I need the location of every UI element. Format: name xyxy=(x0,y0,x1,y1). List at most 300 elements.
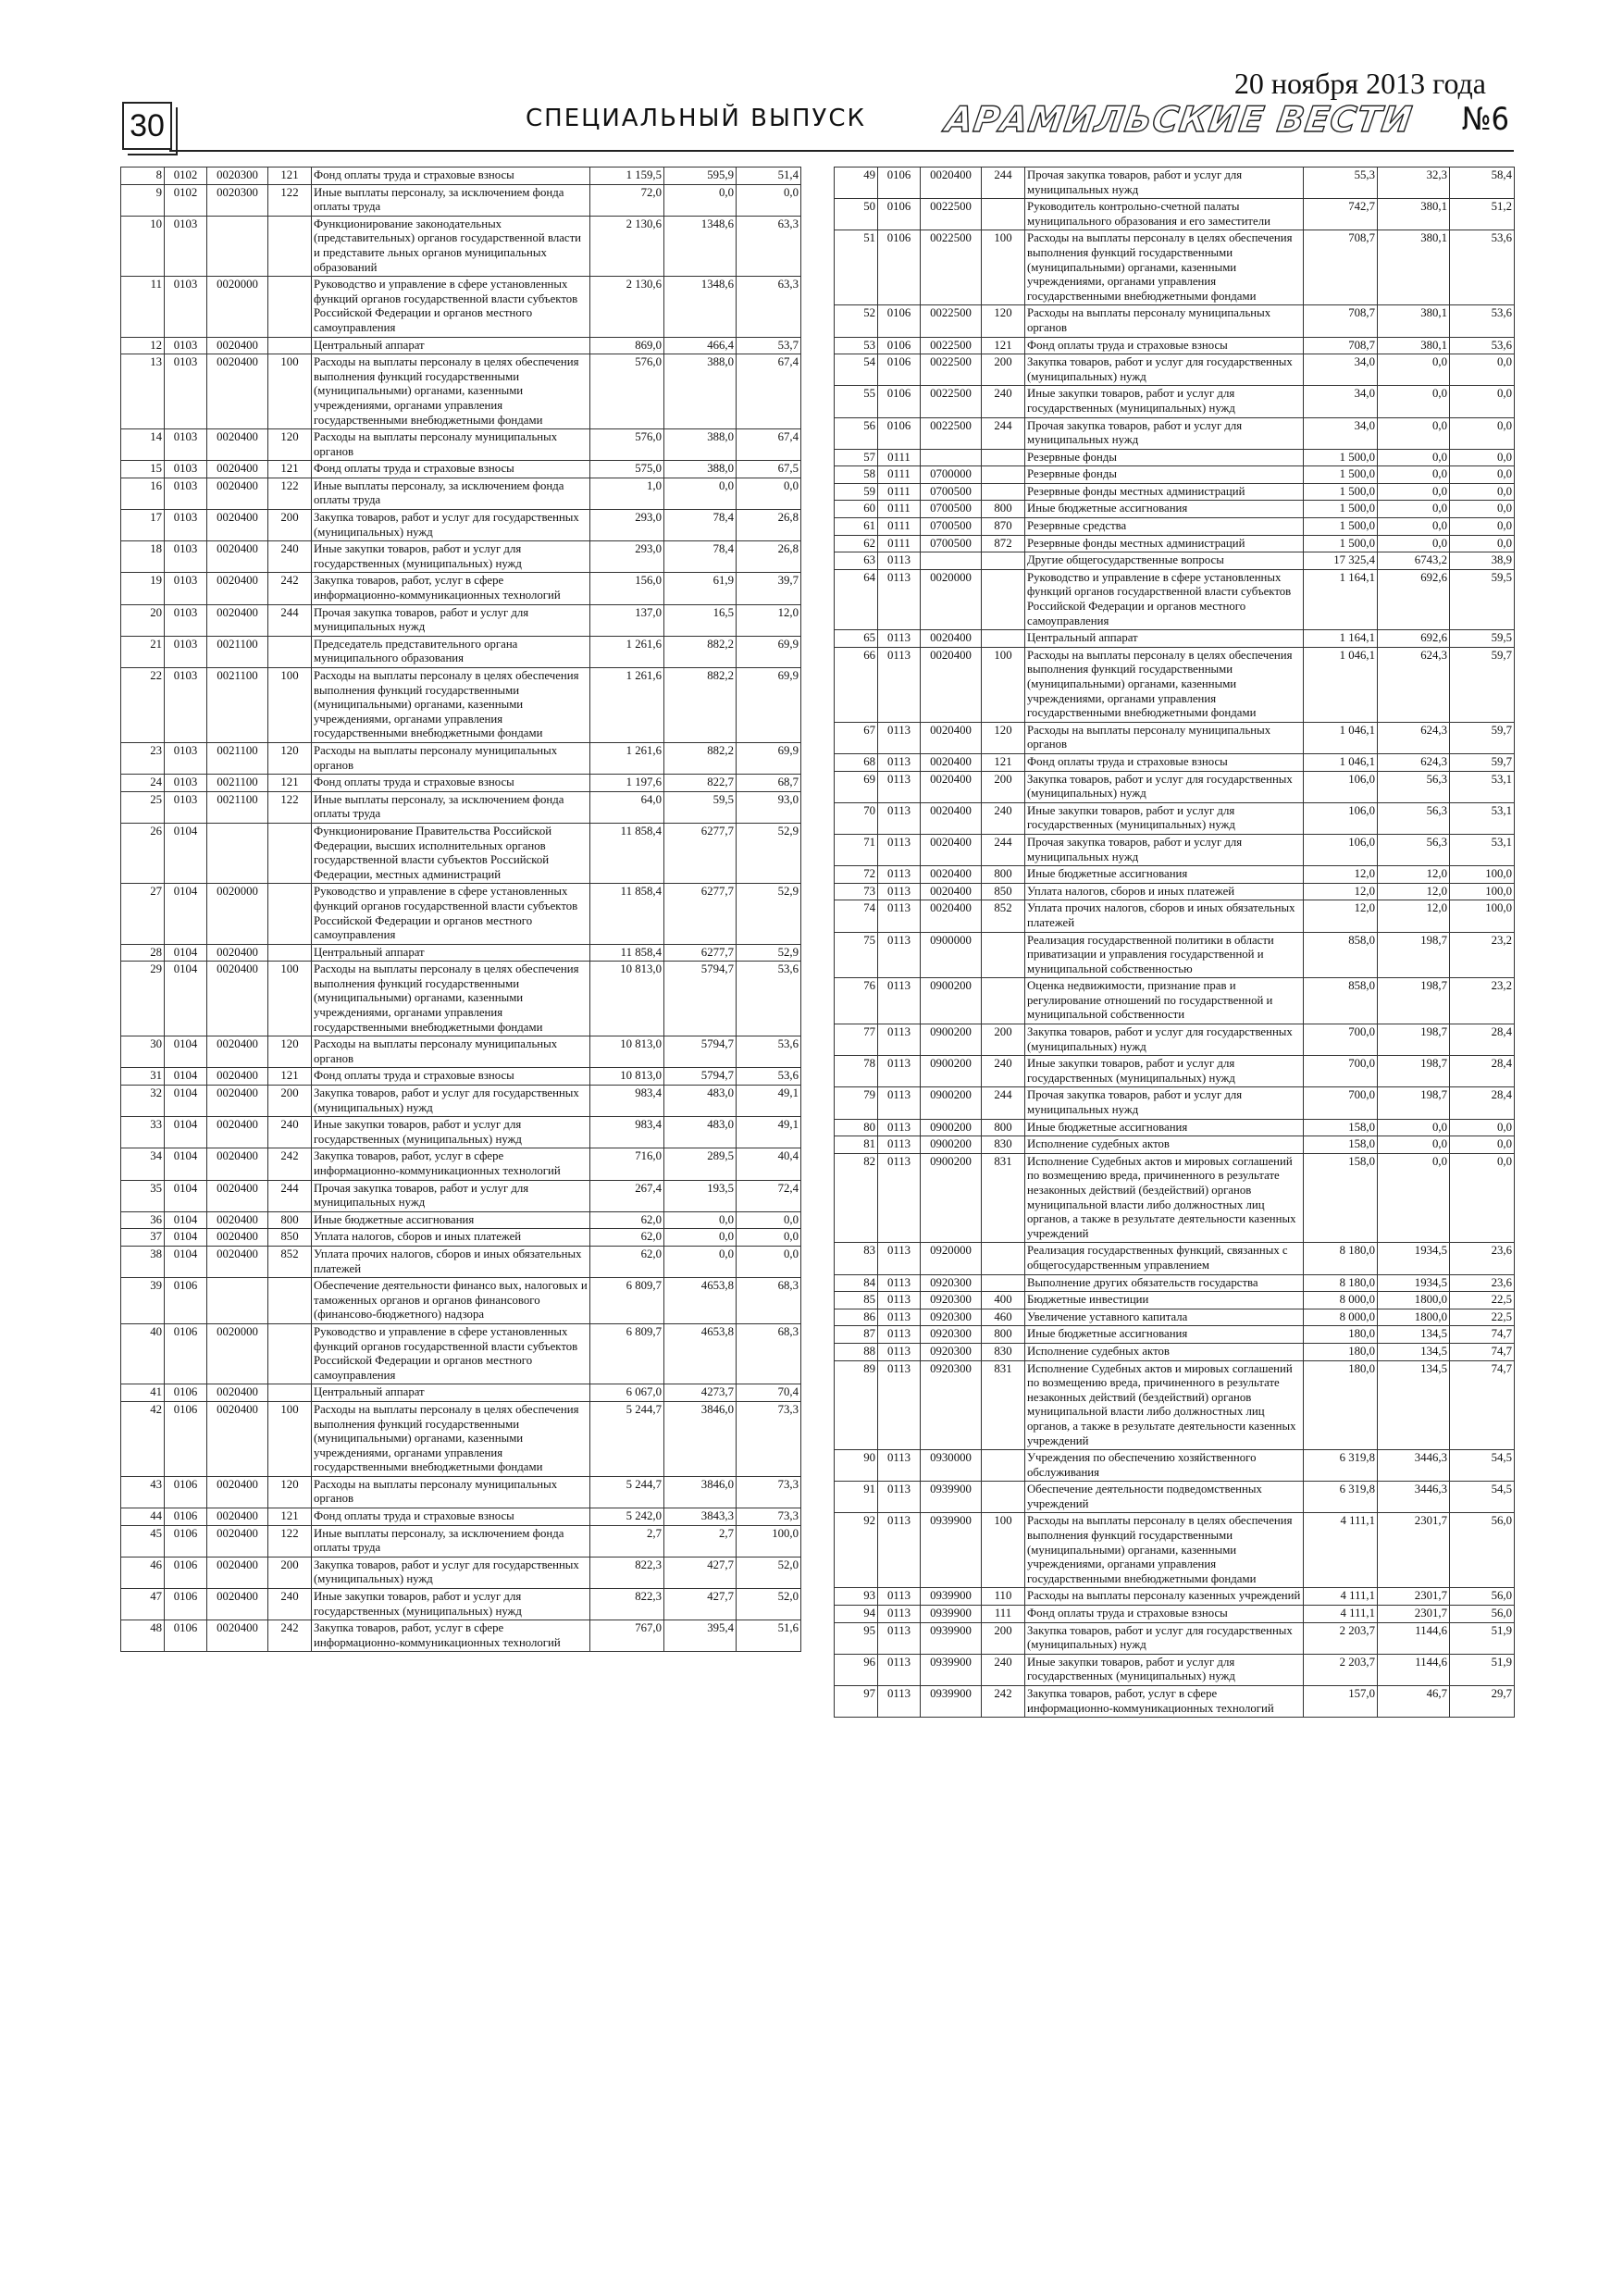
item-name: Функционирование Правительства Российской Федерации, высших исполнительных органов государственной власти субъектов Российской Федерации, местных администраций xyxy=(312,823,590,883)
section-code: 0103 xyxy=(165,461,207,478)
row-number: 80 xyxy=(835,1119,878,1136)
row-number: 38 xyxy=(121,1246,165,1277)
table-row xyxy=(121,1401,801,1476)
percent-value: 52,9 xyxy=(737,884,801,944)
plan-value: 72,0 xyxy=(590,184,664,216)
actual-value: 0,0 xyxy=(1378,386,1450,417)
percent-value: 0,0 xyxy=(737,478,801,509)
actual-value: 483,0 xyxy=(664,1117,737,1148)
item-name: Расходы на выплаты персоналу казенных учреждений xyxy=(1025,1588,1304,1606)
table-row xyxy=(835,305,1515,337)
expense-type: 121 xyxy=(982,753,1025,771)
section-code: 0104 xyxy=(165,1180,207,1211)
row-number: 22 xyxy=(121,668,165,743)
row-number: 54 xyxy=(835,354,878,386)
expense-type xyxy=(982,449,1025,466)
expense-type xyxy=(268,1323,312,1384)
item-name: Иные выплаты персоналу, за исключением фонда оплаты труда xyxy=(312,1525,590,1557)
target-code: 0020400 xyxy=(207,1401,268,1476)
page-number: 30 xyxy=(122,102,172,150)
row-number: 27 xyxy=(121,884,165,944)
section-code: 0102 xyxy=(165,168,207,185)
target-code: 0020400 xyxy=(921,802,982,834)
table-row xyxy=(121,884,801,944)
percent-value: 53,7 xyxy=(737,337,801,354)
section-code: 0113 xyxy=(878,802,921,834)
target-code: 0900200 xyxy=(921,1087,982,1119)
row-number: 91 xyxy=(835,1482,878,1513)
table-row xyxy=(121,1117,801,1148)
section-code: 0111 xyxy=(878,483,921,501)
item-name: Руководитель контрольно-счетной палаты муниципального образования и его заместители xyxy=(1025,199,1304,230)
actual-value: 4653,8 xyxy=(664,1323,737,1384)
expense-type: 121 xyxy=(268,168,312,185)
section-code: 0106 xyxy=(165,1384,207,1402)
row-number: 52 xyxy=(835,305,878,337)
percent-value: 51,2 xyxy=(1450,199,1515,230)
table-row xyxy=(835,1056,1515,1087)
item-name: Закупка товаров, работ и услуг для государственных (муниципальных) нужд xyxy=(312,510,590,541)
target-code xyxy=(921,552,982,570)
target-code: 0020400 xyxy=(207,461,268,478)
plan-value: 1 164,1 xyxy=(1304,569,1378,629)
item-name: Центральный аппарат xyxy=(312,1384,590,1402)
item-name: Расходы на выплаты персоналу в целях обеспечения выполнения функций государственными (муниципальными) органами, казенными учреждениями, органами управления государственными внебюджетными фондами xyxy=(1025,647,1304,722)
section-code: 0111 xyxy=(878,535,921,552)
table-row xyxy=(121,573,801,604)
item-name: Расходы на выплаты персоналу муниципальных органов xyxy=(312,1036,590,1068)
percent-value: 53,1 xyxy=(1450,834,1515,865)
expense-type: 122 xyxy=(268,478,312,509)
section-code: 0113 xyxy=(878,1309,921,1326)
item-name: Резервные фонды местных администраций xyxy=(1025,535,1304,552)
plan-value: 12,0 xyxy=(1304,900,1378,932)
table-row xyxy=(121,1068,801,1086)
row-number: 58 xyxy=(835,466,878,484)
table-row xyxy=(121,1278,801,1324)
expense-type: 240 xyxy=(268,1117,312,1148)
expense-type xyxy=(982,932,1025,978)
actual-value: 380,1 xyxy=(1378,230,1450,305)
expense-type: 120 xyxy=(982,305,1025,337)
plan-value: 34,0 xyxy=(1304,354,1378,386)
section-code: 0113 xyxy=(878,630,921,648)
table-row xyxy=(835,1243,1515,1274)
expense-type: 100 xyxy=(982,647,1025,722)
expense-type: 244 xyxy=(268,1180,312,1211)
table-row xyxy=(835,354,1515,386)
expense-type: 121 xyxy=(268,1508,312,1526)
row-number: 35 xyxy=(121,1180,165,1211)
expense-type: 121 xyxy=(268,775,312,792)
item-name: Прочая закупка товаров, работ и услуг для муниципальных нужд xyxy=(312,1180,590,1211)
row-number: 97 xyxy=(835,1686,878,1718)
actual-value: 822,7 xyxy=(664,775,737,792)
actual-value: 1348,6 xyxy=(664,277,737,337)
table-row xyxy=(121,742,801,774)
table-row xyxy=(835,630,1515,648)
expense-type: 852 xyxy=(268,1246,312,1277)
target-code: 0930000 xyxy=(921,1450,982,1482)
target-code: 0021100 xyxy=(207,742,268,774)
row-number: 42 xyxy=(121,1401,165,1476)
target-code: 0022500 xyxy=(921,417,982,449)
target-code: 0022500 xyxy=(921,305,982,337)
table-row xyxy=(121,1476,801,1508)
section-code: 0103 xyxy=(165,775,207,792)
target-code: 0900200 xyxy=(921,978,982,1024)
expense-type: 100 xyxy=(268,668,312,743)
plan-value: 5 242,0 xyxy=(590,1508,664,1526)
item-name: Учреждения по обеспечению хозяйственного обслуживания xyxy=(1025,1450,1304,1482)
row-number: 73 xyxy=(835,883,878,900)
actual-value: 46,7 xyxy=(1378,1686,1450,1718)
expense-type: 242 xyxy=(268,1148,312,1180)
expense-type xyxy=(982,199,1025,230)
table-row xyxy=(835,1119,1515,1136)
plan-value: 8 000,0 xyxy=(1304,1309,1378,1326)
plan-value: 708,7 xyxy=(1304,305,1378,337)
target-code: 0020400 xyxy=(207,1117,268,1148)
target-code: 0021100 xyxy=(207,791,268,823)
item-name: Иные бюджетные ассигнования xyxy=(1025,866,1304,884)
row-number: 26 xyxy=(121,823,165,883)
table-row xyxy=(835,802,1515,834)
expense-type: 870 xyxy=(982,518,1025,536)
percent-value: 49,1 xyxy=(737,1117,801,1148)
percent-value: 22,5 xyxy=(1450,1292,1515,1309)
percent-value: 12,0 xyxy=(737,604,801,636)
percent-value: 58,4 xyxy=(1450,168,1515,199)
expense-type xyxy=(268,1278,312,1324)
percent-value: 28,4 xyxy=(1450,1056,1515,1087)
row-number: 92 xyxy=(835,1513,878,1588)
actual-value: 3446,3 xyxy=(1378,1482,1450,1513)
actual-value: 0,0 xyxy=(1378,501,1450,518)
expense-type xyxy=(982,483,1025,501)
actual-value: 0,0 xyxy=(1378,417,1450,449)
actual-value: 16,5 xyxy=(664,604,737,636)
table-row xyxy=(121,337,801,354)
plan-value: 700,0 xyxy=(1304,1024,1378,1056)
percent-value: 52,0 xyxy=(737,1557,801,1588)
target-code: 0020300 xyxy=(207,168,268,185)
table-row xyxy=(121,1508,801,1526)
expense-type: 244 xyxy=(982,834,1025,865)
item-name: Иные закупки товаров, работ и услуг для государственных (муниципальных) нужд xyxy=(1025,802,1304,834)
plan-value: 4 111,1 xyxy=(1304,1606,1378,1623)
row-number: 50 xyxy=(835,199,878,230)
plan-value: 10 813,0 xyxy=(590,1068,664,1086)
actual-value: 134,5 xyxy=(1378,1360,1450,1450)
plan-value: 1,0 xyxy=(590,478,664,509)
item-name: Исполнение Судебных актов и мировых соглашений по возмещению вреда, причиненного в результате незаконных действий (бездействий) органов муниципальной власти либо должностных лиц органов, а также в результате деятельности казенных учреждений xyxy=(1025,1360,1304,1450)
item-name: Иные закупки товаров, работ и услуг для государственных (муниципальных) нужд xyxy=(312,1117,590,1148)
table-row xyxy=(835,518,1515,536)
item-name: Иные закупки товаров, работ и услуг для государственных (муниципальных) нужд xyxy=(1025,386,1304,417)
target-code: 0920300 xyxy=(921,1326,982,1344)
item-name: Уплата налогов, сборов и иных платежей xyxy=(1025,883,1304,900)
expense-type: 122 xyxy=(268,184,312,216)
expense-type xyxy=(268,216,312,276)
row-number: 68 xyxy=(835,753,878,771)
section-code: 0104 xyxy=(165,1148,207,1180)
section-code: 0113 xyxy=(878,771,921,802)
target-code: 0020400 xyxy=(921,630,982,648)
row-number: 85 xyxy=(835,1292,878,1309)
row-number: 29 xyxy=(121,962,165,1036)
expense-type: 120 xyxy=(982,722,1025,753)
section-code: 0104 xyxy=(165,1068,207,1086)
expense-type xyxy=(268,884,312,944)
item-name: Резервные средства xyxy=(1025,518,1304,536)
percent-value: 51,6 xyxy=(737,1620,801,1652)
row-number: 53 xyxy=(835,337,878,354)
target-code: 0020400 xyxy=(207,337,268,354)
left-table-body xyxy=(121,168,801,1652)
actual-value: 427,7 xyxy=(664,1589,737,1620)
target-code: 0020400 xyxy=(207,604,268,636)
percent-value: 0,0 xyxy=(1450,1153,1515,1243)
percent-value: 38,9 xyxy=(1450,552,1515,570)
row-number: 67 xyxy=(835,722,878,753)
section-code: 0103 xyxy=(165,791,207,823)
plan-value: 8 180,0 xyxy=(1304,1243,1378,1274)
plan-value: 158,0 xyxy=(1304,1136,1378,1154)
plan-value: 293,0 xyxy=(590,510,664,541)
target-code: 0020000 xyxy=(207,884,268,944)
row-number: 63 xyxy=(835,552,878,570)
row-number: 61 xyxy=(835,518,878,536)
percent-value: 0,0 xyxy=(1450,386,1515,417)
percent-value: 67,4 xyxy=(737,429,801,461)
plan-value: 180,0 xyxy=(1304,1343,1378,1360)
table-row xyxy=(121,944,801,962)
section-code: 0106 xyxy=(878,386,921,417)
plan-value: 8 000,0 xyxy=(1304,1292,1378,1309)
percent-value: 53,6 xyxy=(737,962,801,1036)
percent-value: 29,7 xyxy=(1450,1686,1515,1718)
table-row xyxy=(121,510,801,541)
table-row xyxy=(121,354,801,429)
actual-value: 134,5 xyxy=(1378,1343,1450,1360)
item-name: Прочая закупка товаров, работ и услуг для муниципальных нужд xyxy=(1025,168,1304,199)
item-name: Расходы на выплаты персоналу в целях обеспечения выполнения функций государственными (муниципальными) органами, казенными учреждениями, органами управления государственными внебюджетными фондами xyxy=(312,354,590,429)
target-code: 0900200 xyxy=(921,1153,982,1243)
actual-value: 2301,7 xyxy=(1378,1513,1450,1588)
table-row xyxy=(835,449,1515,466)
table-row xyxy=(835,1482,1515,1513)
plan-value: 1 046,1 xyxy=(1304,753,1378,771)
target-code: 0700000 xyxy=(921,466,982,484)
percent-value: 59,5 xyxy=(1450,569,1515,629)
expense-type: 240 xyxy=(982,386,1025,417)
row-number: 11 xyxy=(121,277,165,337)
row-number: 55 xyxy=(835,386,878,417)
row-number: 74 xyxy=(835,900,878,932)
target-code: 0939900 xyxy=(921,1606,982,1623)
header-divider xyxy=(169,150,1514,152)
item-name: Руководство и управление в сфере установленных функций органов государственной власти субъектов Российской Федерации и органов местного самоуправления xyxy=(312,277,590,337)
item-name: Руководство и управление в сфере установленных функций органов государственной власти субъектов Российской Федерации и органов местного самоуправления xyxy=(312,884,590,944)
item-name: Резервные фонды xyxy=(1025,449,1304,466)
actual-value: 0,0 xyxy=(664,1229,737,1247)
actual-value: 395,4 xyxy=(664,1620,737,1652)
item-name: Расходы на выплаты персоналу в целях обеспечения выполнения функций государственными (муниципальными) органами, казенными учреждениями, органами управления государственными внебюджетными фондами xyxy=(312,668,590,743)
section-code: 0113 xyxy=(878,1588,921,1606)
actual-value: 193,5 xyxy=(664,1180,737,1211)
percent-value: 23,6 xyxy=(1450,1274,1515,1292)
plan-value: 12,0 xyxy=(1304,883,1378,900)
percent-value: 54,5 xyxy=(1450,1482,1515,1513)
percent-value: 68,7 xyxy=(737,775,801,792)
section-code: 0106 xyxy=(878,354,921,386)
target-code: 0939900 xyxy=(921,1482,982,1513)
row-number: 96 xyxy=(835,1654,878,1685)
plan-value: 180,0 xyxy=(1304,1360,1378,1450)
percent-value: 53,6 xyxy=(737,1036,801,1068)
section-code: 0113 xyxy=(878,883,921,900)
item-name: Выполнение других обязательств государства xyxy=(1025,1274,1304,1292)
item-name: Исполнение судебных актов xyxy=(1025,1136,1304,1154)
expense-type: 120 xyxy=(268,742,312,774)
item-name: Председатель представительного органа муниципального образования xyxy=(312,636,590,667)
table-row xyxy=(121,823,801,883)
row-number: 71 xyxy=(835,834,878,865)
item-name: Уплата налогов, сборов и иных платежей xyxy=(312,1229,590,1247)
row-number: 49 xyxy=(835,168,878,199)
percent-value: 69,9 xyxy=(737,636,801,667)
row-number: 19 xyxy=(121,573,165,604)
actual-value: 1934,5 xyxy=(1378,1243,1450,1274)
table-row xyxy=(835,1153,1515,1243)
target-code: 0020400 xyxy=(207,1180,268,1211)
item-name: Прочая закупка товаров, работ и услуг для муниципальных нужд xyxy=(312,604,590,636)
plan-value: 575,0 xyxy=(590,461,664,478)
section-code: 0103 xyxy=(165,216,207,276)
plan-value: 6 067,0 xyxy=(590,1384,664,1402)
expense-type: 850 xyxy=(268,1229,312,1247)
row-number: 14 xyxy=(121,429,165,461)
section-code: 0106 xyxy=(165,1508,207,1526)
percent-value: 0,0 xyxy=(737,1246,801,1277)
table-row xyxy=(835,501,1515,518)
expense-type xyxy=(982,1274,1025,1292)
actual-value: 1800,0 xyxy=(1378,1309,1450,1326)
target-code: 0020400 xyxy=(921,866,982,884)
percent-value: 53,6 xyxy=(1450,305,1515,337)
percent-value: 0,0 xyxy=(737,1229,801,1247)
percent-value: 0,0 xyxy=(737,1211,801,1229)
table-row xyxy=(121,1229,801,1247)
item-name: Функционирование законодательных (представительных) органов государственной власти и представите льных органов муниципальных образований xyxy=(312,216,590,276)
table-row xyxy=(835,1309,1515,1326)
target-code: 0022500 xyxy=(921,386,982,417)
plan-value: 2,7 xyxy=(590,1525,664,1557)
plan-value: 62,0 xyxy=(590,1229,664,1247)
section-code: 0103 xyxy=(165,742,207,774)
section-code: 0104 xyxy=(165,1246,207,1277)
actual-value: 0,0 xyxy=(1378,449,1450,466)
row-number: 84 xyxy=(835,1274,878,1292)
target-code: 0020400 xyxy=(207,573,268,604)
item-name: Расходы на выплаты персоналу муниципальных органов xyxy=(1025,305,1304,337)
target-code: 0020400 xyxy=(207,354,268,429)
target-code: 0020400 xyxy=(207,1589,268,1620)
percent-value: 52,9 xyxy=(737,944,801,962)
percent-value: 68,3 xyxy=(737,1323,801,1384)
section-code: 0113 xyxy=(878,1119,921,1136)
section-code: 0103 xyxy=(165,429,207,461)
actual-value: 1800,0 xyxy=(1378,1292,1450,1309)
section-code: 0113 xyxy=(878,1326,921,1344)
expense-type xyxy=(982,630,1025,648)
row-number: 31 xyxy=(121,1068,165,1086)
expense-type: 800 xyxy=(982,1119,1025,1136)
plan-value: 1 046,1 xyxy=(1304,647,1378,722)
target-code: 0020400 xyxy=(207,1508,268,1526)
issue-date: 20 ноября 2013 года xyxy=(1233,67,1486,100)
section-code: 0113 xyxy=(878,1274,921,1292)
row-number: 15 xyxy=(121,461,165,478)
percent-value: 26,8 xyxy=(737,510,801,541)
plan-value: 1 159,5 xyxy=(590,168,664,185)
expense-type: 831 xyxy=(982,1360,1025,1450)
row-number: 70 xyxy=(835,802,878,834)
actual-value: 32,3 xyxy=(1378,168,1450,199)
plan-value: 12,0 xyxy=(1304,866,1378,884)
row-number: 83 xyxy=(835,1243,878,1274)
section-code: 0106 xyxy=(878,230,921,305)
expense-type: 200 xyxy=(982,1024,1025,1056)
percent-value: 63,3 xyxy=(737,277,801,337)
section-code: 0106 xyxy=(878,417,921,449)
target-code: 0020400 xyxy=(207,1036,268,1068)
actual-value: 3446,3 xyxy=(1378,1450,1450,1482)
percent-value: 39,7 xyxy=(737,573,801,604)
actual-value: 882,2 xyxy=(664,636,737,667)
table-row xyxy=(121,668,801,743)
target-code: 0020000 xyxy=(207,1323,268,1384)
expense-type xyxy=(982,1482,1025,1513)
plan-value: 293,0 xyxy=(590,541,664,573)
target-code: 0020400 xyxy=(921,900,982,932)
section-code: 0106 xyxy=(878,168,921,199)
plan-value: 34,0 xyxy=(1304,417,1378,449)
section-code: 0103 xyxy=(165,337,207,354)
target-code: 0020400 xyxy=(207,962,268,1036)
plan-value: 822,3 xyxy=(590,1557,664,1588)
section-code: 0113 xyxy=(878,1056,921,1087)
target-code: 0020400 xyxy=(207,1525,268,1557)
item-name: Фонд оплаты труда и страховые взносы xyxy=(1025,753,1304,771)
target-code xyxy=(207,823,268,883)
percent-value: 100,0 xyxy=(1450,866,1515,884)
plan-value: 1 261,6 xyxy=(590,742,664,774)
plan-value: 158,0 xyxy=(1304,1119,1378,1136)
section-code: 0104 xyxy=(165,884,207,944)
actual-value: 198,7 xyxy=(1378,1056,1450,1087)
plan-value: 858,0 xyxy=(1304,978,1378,1024)
actual-value: 1144,6 xyxy=(1378,1622,1450,1654)
plan-value: 106,0 xyxy=(1304,802,1378,834)
plan-value: 6 809,7 xyxy=(590,1323,664,1384)
percent-value: 54,5 xyxy=(1450,1450,1515,1482)
plan-value: 55,3 xyxy=(1304,168,1378,199)
table-row xyxy=(835,771,1515,802)
row-number: 40 xyxy=(121,1323,165,1384)
section-code: 0102 xyxy=(165,184,207,216)
